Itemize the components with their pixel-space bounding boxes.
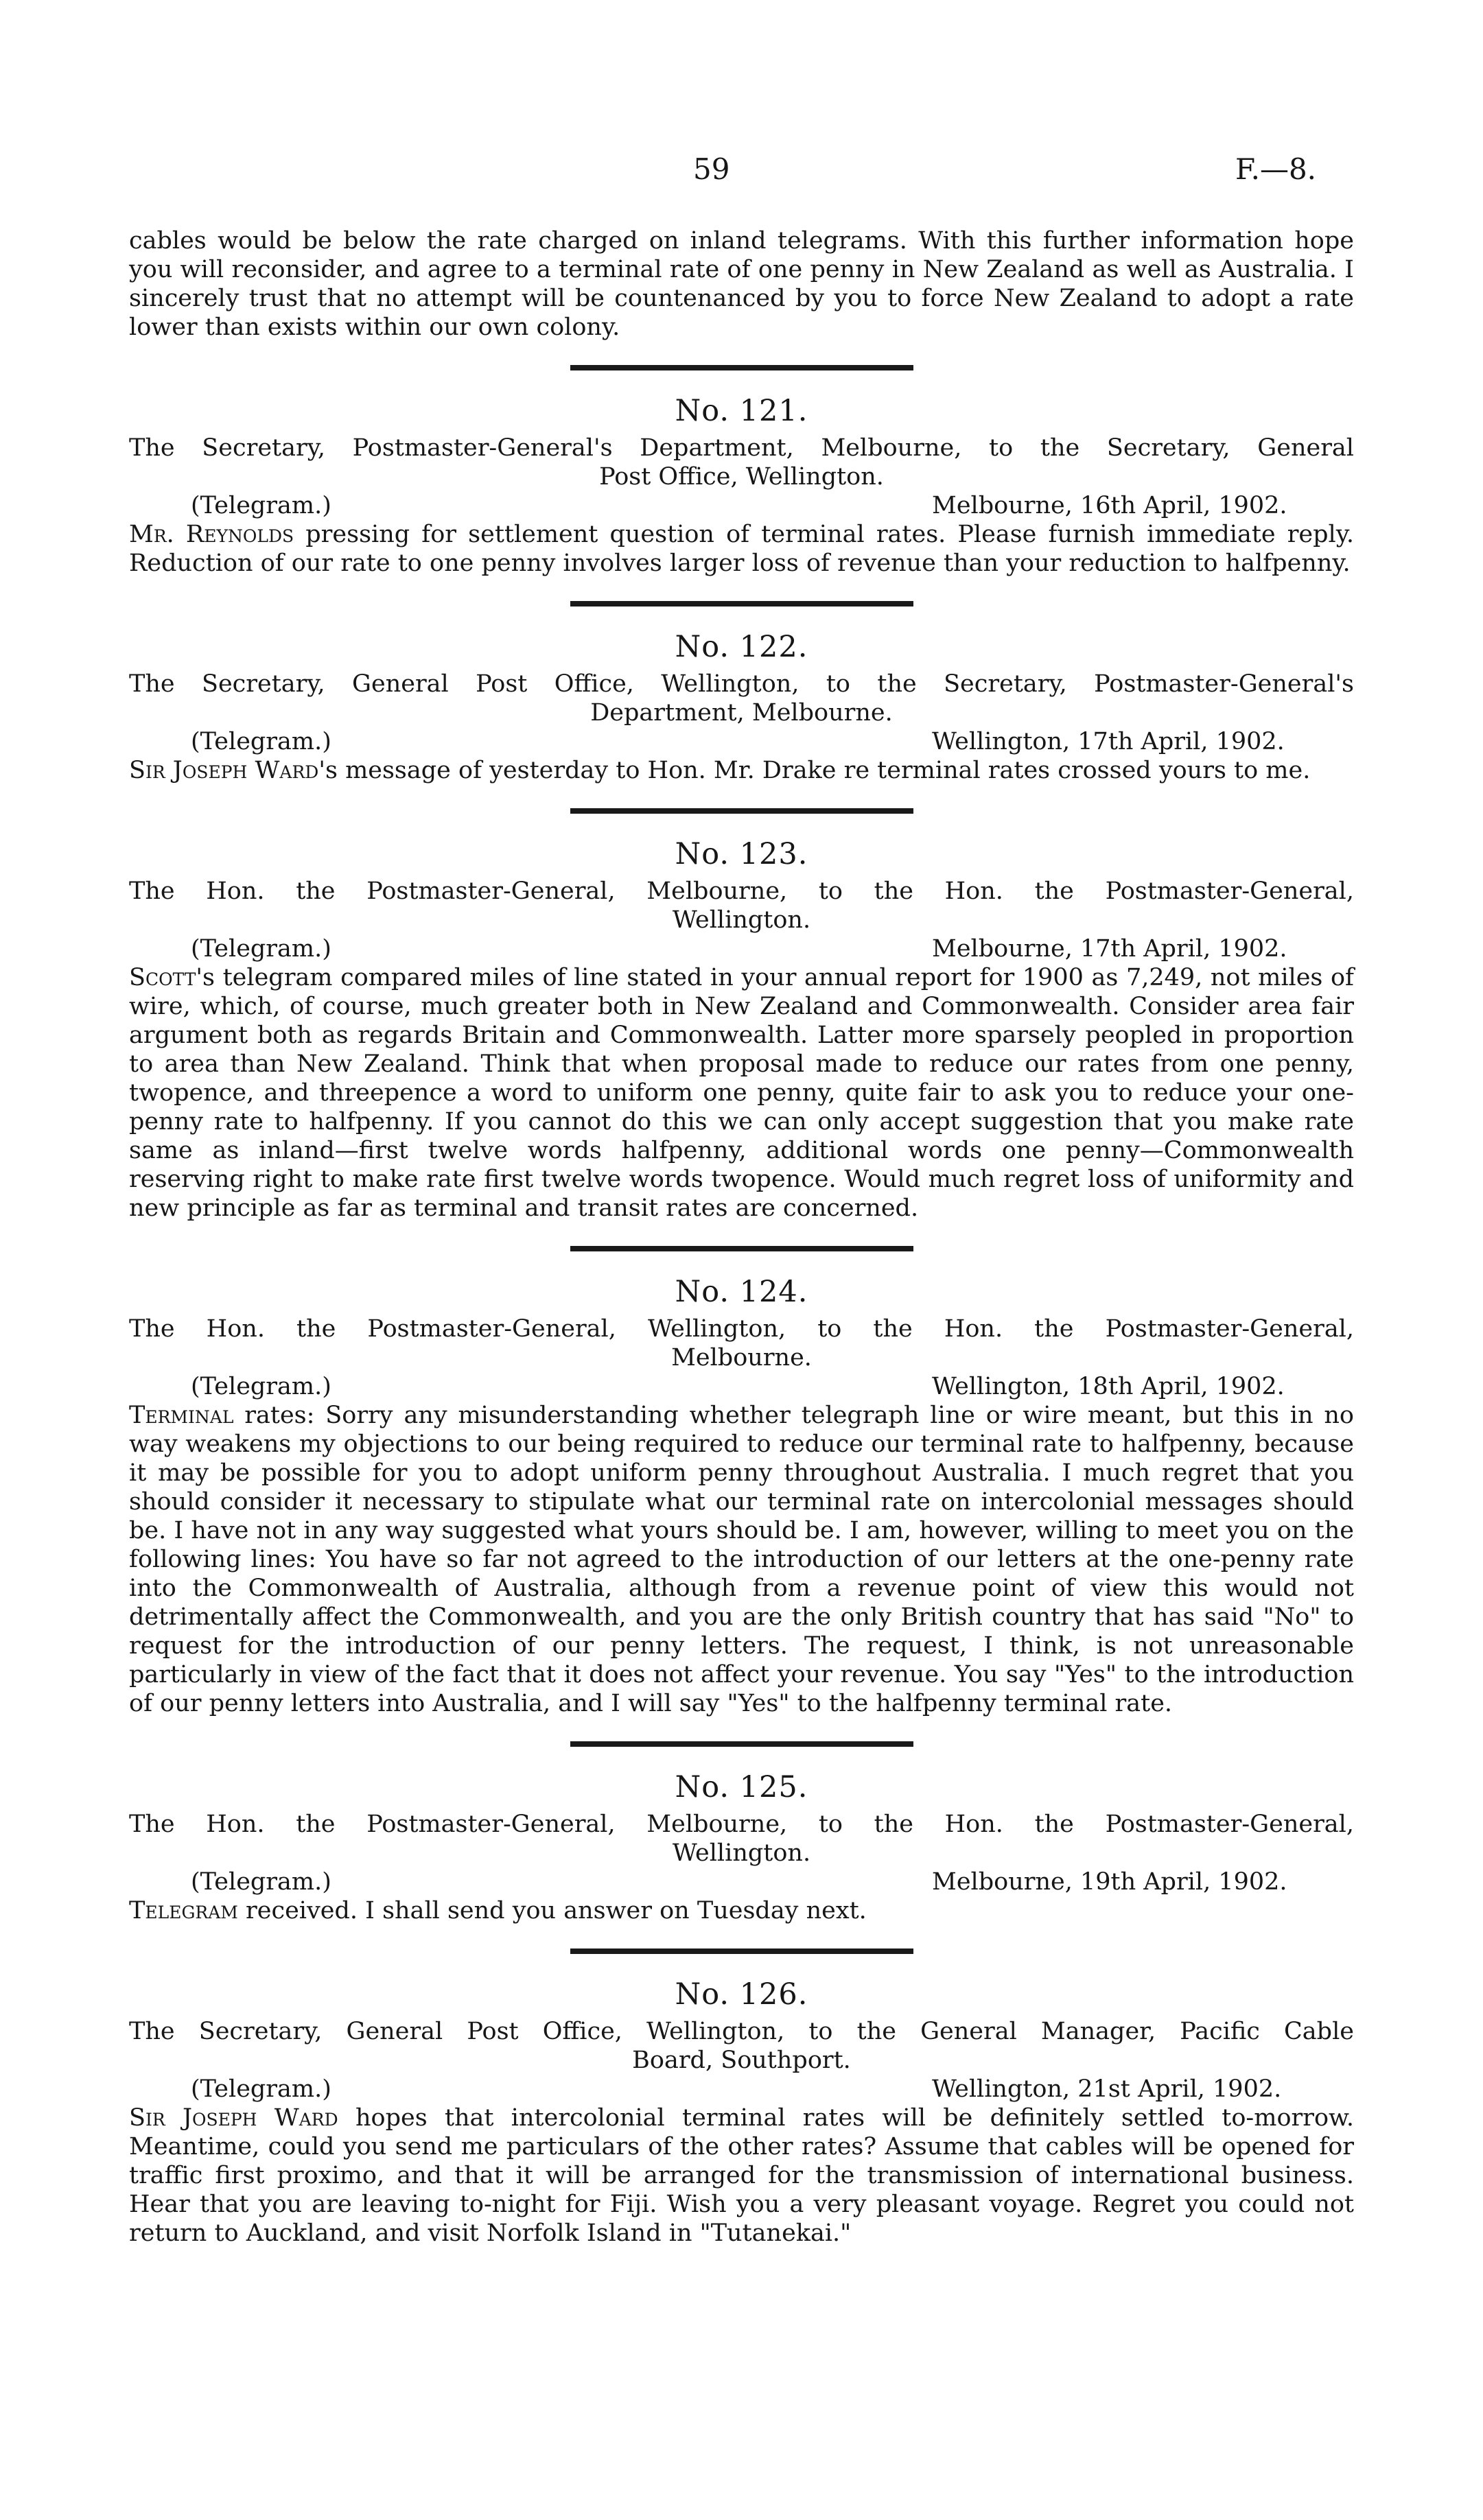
message-address bbox=[129, 1315, 1354, 1372]
message-text bbox=[129, 520, 1354, 578]
page-number: 59 bbox=[693, 152, 730, 186]
message-lead: Sir Joseph Ward bbox=[129, 757, 319, 784]
section-divider bbox=[570, 1741, 913, 1747]
message-list bbox=[129, 365, 1354, 2248]
address-line-1: The Secretary, Postmaster-General's Department, Melbourne, to the Secretary, General bbox=[129, 434, 1354, 462]
message-text bbox=[129, 2104, 1354, 2248]
message-lead: Terminal bbox=[129, 1402, 234, 1429]
message-address bbox=[129, 670, 1354, 727]
message-section bbox=[129, 1246, 1354, 1718]
message-section bbox=[129, 365, 1354, 578]
message-section bbox=[129, 808, 1354, 1223]
message-kind: (Telegram.) bbox=[191, 1373, 331, 1400]
address-line-1: The Secretary, General Post Office, Wellington, to the General Manager, Pacific Cable bbox=[129, 2018, 1354, 2045]
message-meta bbox=[129, 934, 1354, 963]
message-kind: (Telegram.) bbox=[191, 935, 331, 963]
message-meta bbox=[129, 2075, 1354, 2104]
message-lead: Scott bbox=[129, 964, 196, 991]
intro-paragraph: cables would be below the rate charged on inland telegrams. With this further information hope you will reconsider, and agree to a terminal rate of one penny in New Zealand as well as Australia. I sincerely trust that no attempt will be countenanced by you to force New Zealand to adopt a rate lower than exists within our own colony. bbox=[129, 227, 1354, 341]
document-reference: F.—8. bbox=[1235, 152, 1317, 186]
message-meta bbox=[129, 1868, 1354, 1896]
message-body: hopes that intercolonial terminal rates will be definitely settled to-morrow. Meantime, could you send me particulars of the other rates? Assume that cables will be opened for traffic first proximo, and that it will be arranged for the transmission of international business. Hear that you are leaving to-night for Fiji. Wish you a very pleasant voyage. Regret you could not return to Auckland, and visit Norfolk Island in "Tutanekai." bbox=[129, 2104, 1354, 2247]
message-address bbox=[129, 1810, 1354, 1868]
document-body bbox=[129, 226, 1354, 2248]
message-place-date: Wellington, 21st April, 1902. bbox=[932, 2075, 1282, 2103]
message-address bbox=[129, 877, 1354, 934]
address-line-2: Melbourne. bbox=[671, 1344, 812, 1371]
address-line-1: The Hon. the Postmaster-General, Melbourne, to the Hon. the Postmaster-General, bbox=[129, 878, 1354, 905]
message-meta bbox=[129, 1372, 1354, 1401]
message-lead: Telegram bbox=[129, 1897, 238, 1924]
message-meta bbox=[129, 727, 1354, 756]
message-address bbox=[129, 2017, 1354, 2075]
message-body: pressing for settlement question of terminal rates. Please furnish immediate reply. Reduction of our rate to one penny involves larger loss of revenue than your reduction to halfpenny. bbox=[129, 521, 1354, 577]
message-number: No. 121. bbox=[675, 394, 808, 428]
address-line-1: The Secretary, General Post Office, Wellington, to the Secretary, Postmaster-General's bbox=[129, 670, 1354, 698]
address-line-2: Post Office, Wellington. bbox=[599, 463, 884, 491]
address-line-1: The Hon. the Postmaster-General, Wellington, to the Hon. the Postmaster-General, bbox=[129, 1315, 1354, 1343]
message-body: rates: Sorry any misunderstanding whether telegraph line or wire meant, but this in no way weakens my objections to our being required to reduce our terminal rate to halfpenny, because it may be possible for you to adopt uniform penny throughout Australia. I much regret that you should consider it necessary to stipulate what our terminal rate on intercolonial messages should be. I have not in any way suggested what yours should be. I am, however, willing to meet you on the following lines: You have so far not agreed to the introduction of our letters at the one-penny rate into the Commonwealth of Australia, although from a revenue point of view this would not detrimentally affect the Commonwealth, and you are the only British country that has said "No" to request for the introduction of our penny letters. The request, I think, is not unreasonable particularly in view of the fact that it does not affect your revenue. You say "Yes" to the introduction of our penny letters into Australia, and I will say "Yes" to the halfpenny terminal rate. bbox=[129, 1402, 1354, 1717]
message-body: received. I shall send you answer on Tuesday next. bbox=[237, 1897, 867, 1924]
message-section bbox=[129, 1948, 1354, 2248]
message-place-date: Melbourne, 17th April, 1902. bbox=[932, 935, 1287, 963]
message-address bbox=[129, 434, 1354, 491]
message-place-date: Melbourne, 19th April, 1902. bbox=[932, 1868, 1287, 1896]
address-line-2: Board, Southport. bbox=[632, 2047, 851, 2074]
message-kind: (Telegram.) bbox=[191, 492, 331, 519]
message-kind: (Telegram.) bbox=[191, 2075, 331, 2103]
address-line-1: The Hon. the Postmaster-General, Melbourne, to the Hon. the Postmaster-General, bbox=[129, 1811, 1354, 1838]
message-number: No. 124. bbox=[675, 1275, 808, 1309]
message-number: No. 122. bbox=[675, 630, 808, 664]
section-divider bbox=[570, 808, 913, 814]
message-kind: (Telegram.) bbox=[191, 1868, 331, 1896]
message-place-date: Wellington, 17th April, 1902. bbox=[932, 728, 1285, 755]
page-header bbox=[0, 152, 1483, 187]
address-line-2: Wellington. bbox=[672, 906, 811, 934]
message-section bbox=[129, 601, 1354, 785]
message-number: No. 125. bbox=[675, 1770, 808, 1804]
message-number: No. 126. bbox=[675, 1977, 808, 2012]
message-meta bbox=[129, 491, 1354, 520]
message-place-date: Wellington, 18th April, 1902. bbox=[932, 1373, 1285, 1400]
section-divider bbox=[570, 1948, 913, 1954]
address-line-2: Wellington. bbox=[672, 1839, 811, 1867]
message-kind: (Telegram.) bbox=[191, 728, 331, 755]
message-section bbox=[129, 1741, 1354, 1925]
section-divider bbox=[570, 601, 913, 607]
message-body: 's message of yesterday to Hon. Mr. Drake re terminal rates crossed yours to me. bbox=[318, 757, 1311, 784]
section-divider bbox=[570, 1246, 913, 1251]
message-text bbox=[129, 1401, 1354, 1718]
message-place-date: Melbourne, 16th April, 1902. bbox=[932, 492, 1287, 519]
message-text bbox=[129, 756, 1354, 785]
message-number: No. 123. bbox=[675, 837, 808, 871]
message-lead: Mr. Reynolds bbox=[129, 521, 294, 548]
section-divider bbox=[570, 365, 913, 370]
message-body: 's telegram compared miles of line stated in your annual report for 1900 as 7,249, not miles of wire, which, of course, much greater both in New Zealand and Commonwealth. Consider area fair argument both as regards Britain and Commonwealth. Latter more sparsely peopled in proportion to area than New Zealand. Think that when proposal made to reduce our rates from one penny, twopence, and threepence a word to uniform one penny, quite fair to ask you to reduce your one-penny rate to halfpenny. If you cannot do this we can only accept suggestion that you make rate same as inland—first twelve words halfpenny, additional words one penny—Commonwealth reserving right to make rate first twelve words twopence. Would much regret loss of uniformity and new principle as far as terminal and transit rates are concerned. bbox=[129, 964, 1354, 1222]
message-text bbox=[129, 1896, 1354, 1925]
address-line-2: Department, Melbourne. bbox=[590, 699, 893, 727]
message-text bbox=[129, 963, 1354, 1223]
message-lead: Sir Joseph Ward bbox=[129, 2104, 338, 2132]
